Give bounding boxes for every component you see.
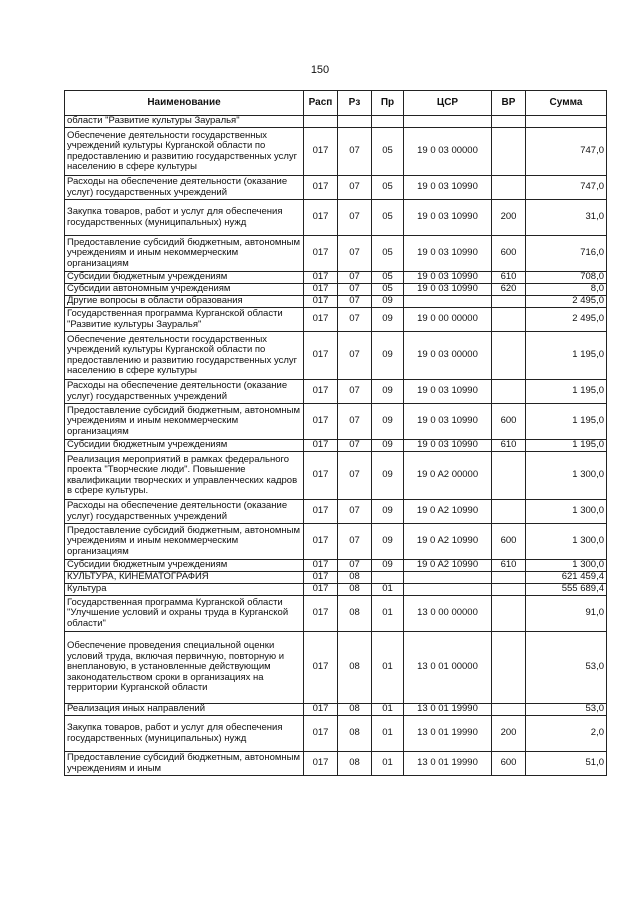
cell-pr: 09 bbox=[372, 440, 404, 452]
cell-vr bbox=[492, 296, 526, 308]
cell-rasp: 017 bbox=[304, 524, 338, 560]
page-number: 150 bbox=[310, 64, 330, 76]
table-row bbox=[65, 176, 607, 200]
cell-pr: 09 bbox=[372, 524, 404, 560]
cell-sum: 708,0 bbox=[526, 272, 607, 284]
table-row bbox=[65, 116, 607, 128]
cell-rz: 08 bbox=[338, 572, 372, 584]
cell-pr: 09 bbox=[372, 404, 404, 440]
cell-csr: 19 0 A2 10990 bbox=[404, 524, 492, 560]
cell-vr bbox=[492, 308, 526, 332]
cell-name: Государственная программа Курганской области "Развитие культуры Зауралья" bbox=[65, 308, 304, 332]
cell-name: Субсидии автономным учреждениям bbox=[65, 284, 304, 296]
cell-name: Культура bbox=[65, 584, 304, 596]
cell-csr bbox=[404, 584, 492, 596]
cell-csr: 13 0 00 00000 bbox=[404, 596, 492, 632]
cell-rasp: 017 bbox=[304, 380, 338, 404]
cell-name: Обеспечение деятельности государственных учреждений культуры Курганской области по предоставлению и развитию государственных услуг населению в сфере культуры bbox=[65, 128, 304, 176]
cell-rz: 07 bbox=[338, 524, 372, 560]
cell-rz: 08 bbox=[338, 704, 372, 716]
cell-name: Расходы на обеспечение деятельности (оказание услуг) государственных учреждений bbox=[65, 380, 304, 404]
cell-sum: 53,0 bbox=[526, 704, 607, 716]
cell-sum: 1 195,0 bbox=[526, 404, 607, 440]
cell-rz: 08 bbox=[338, 716, 372, 752]
cell-name: Обеспечение проведения специальной оценки условий труда, включая первичную, повторную и внеплановую, в установленные действующим законодательством сроки в организациях на территории Курганской области bbox=[65, 632, 304, 704]
cell-pr: 01 bbox=[372, 584, 404, 596]
cell-pr: 09 bbox=[372, 380, 404, 404]
cell-pr: 05 bbox=[372, 200, 404, 236]
cell-csr: 19 0 03 10990 bbox=[404, 440, 492, 452]
cell-csr: 19 0 03 10990 bbox=[404, 176, 492, 200]
table-row bbox=[65, 584, 607, 596]
cell-rz: 07 bbox=[338, 272, 372, 284]
cell-name: Предоставление субсидий бюджетным, автономным учреждениям и иным некоммерческим организациям bbox=[65, 524, 304, 560]
table-body bbox=[65, 116, 607, 776]
cell-rz: 07 bbox=[338, 452, 372, 500]
header-rasp: Расп bbox=[304, 91, 338, 116]
cell-vr: 600 bbox=[492, 524, 526, 560]
cell-sum: 2,0 bbox=[526, 716, 607, 752]
cell-rasp: 017 bbox=[304, 704, 338, 716]
cell-csr: 19 0 03 00000 bbox=[404, 128, 492, 176]
cell-sum: 555 689,4 bbox=[526, 584, 607, 596]
cell-pr: 05 bbox=[372, 272, 404, 284]
cell-csr: 19 0 03 10990 bbox=[404, 272, 492, 284]
header-csr: ЦСР bbox=[404, 91, 492, 116]
table-row bbox=[65, 308, 607, 332]
cell-rz: 08 bbox=[338, 596, 372, 632]
cell-name: Субсидии бюджетным учреждениям bbox=[65, 560, 304, 572]
cell-name: Закупка товаров, работ и услуг для обеспечения государственных (муниципальных) нужд bbox=[65, 716, 304, 752]
cell-sum: 2 495,0 bbox=[526, 308, 607, 332]
cell-rasp: 017 bbox=[304, 128, 338, 176]
cell-vr bbox=[492, 380, 526, 404]
cell-pr: 09 bbox=[372, 560, 404, 572]
cell-name: Предоставление субсидий бюджетным, автономным учреждениям и иным bbox=[65, 752, 304, 776]
table-row bbox=[65, 128, 607, 176]
cell-name: Реализация мероприятий в рамках федерального проекта "Творческие люди". Повышение квалификации творческих и управленческих кадров в сфере культуры. bbox=[65, 452, 304, 500]
cell-vr bbox=[492, 500, 526, 524]
cell-rz: 07 bbox=[338, 332, 372, 380]
cell-sum: 1 195,0 bbox=[526, 380, 607, 404]
cell-name: Закупка товаров, работ и услуг для обеспечения государственных (муниципальных) нужд bbox=[65, 200, 304, 236]
cell-name: Субсидии бюджетным учреждениям bbox=[65, 440, 304, 452]
cell-rasp: 017 bbox=[304, 284, 338, 296]
cell-name: Расходы на обеспечение деятельности (оказание услуг) государственных учреждений bbox=[65, 176, 304, 200]
cell-rz: 07 bbox=[338, 236, 372, 272]
cell-pr: 09 bbox=[372, 452, 404, 500]
cell-csr bbox=[404, 116, 492, 128]
cell-vr bbox=[492, 632, 526, 704]
cell-name: области "Развитие культуры Зауралья" bbox=[65, 116, 304, 128]
cell-rz bbox=[338, 116, 372, 128]
cell-csr: 19 0 03 10990 bbox=[404, 236, 492, 272]
cell-sum: 621 459,4 bbox=[526, 572, 607, 584]
table-row bbox=[65, 296, 607, 308]
cell-vr: 610 bbox=[492, 560, 526, 572]
table-row bbox=[65, 284, 607, 296]
cell-csr bbox=[404, 572, 492, 584]
cell-rz: 07 bbox=[338, 380, 372, 404]
cell-sum: 2 495,0 bbox=[526, 296, 607, 308]
cell-rasp: 017 bbox=[304, 404, 338, 440]
table-row bbox=[65, 560, 607, 572]
cell-rasp: 017 bbox=[304, 632, 338, 704]
cell-pr: 01 bbox=[372, 704, 404, 716]
cell-rasp: 017 bbox=[304, 716, 338, 752]
cell-rz: 07 bbox=[338, 176, 372, 200]
cell-vr: 600 bbox=[492, 236, 526, 272]
cell-pr: 05 bbox=[372, 176, 404, 200]
cell-rz: 08 bbox=[338, 632, 372, 704]
cell-sum: 1 300,0 bbox=[526, 452, 607, 500]
cell-pr: 09 bbox=[372, 296, 404, 308]
cell-rz: 07 bbox=[338, 440, 372, 452]
cell-vr: 600 bbox=[492, 752, 526, 776]
cell-csr: 13 0 01 19990 bbox=[404, 716, 492, 752]
cell-pr: 09 bbox=[372, 500, 404, 524]
cell-vr: 610 bbox=[492, 272, 526, 284]
cell-csr: 19 0 00 00000 bbox=[404, 308, 492, 332]
cell-rasp: 017 bbox=[304, 596, 338, 632]
cell-rz: 07 bbox=[338, 296, 372, 308]
table-row bbox=[65, 524, 607, 560]
cell-name: Другие вопросы в области образования bbox=[65, 296, 304, 308]
cell-pr: 09 bbox=[372, 308, 404, 332]
cell-rasp: 017 bbox=[304, 440, 338, 452]
cell-sum: 747,0 bbox=[526, 128, 607, 176]
table-row bbox=[65, 596, 607, 632]
cell-rasp: 017 bbox=[304, 176, 338, 200]
table-row bbox=[65, 236, 607, 272]
cell-sum: 1 300,0 bbox=[526, 524, 607, 560]
cell-rasp: 017 bbox=[304, 752, 338, 776]
cell-rz: 07 bbox=[338, 500, 372, 524]
cell-sum: 51,0 bbox=[526, 752, 607, 776]
cell-vr: 620 bbox=[492, 284, 526, 296]
cell-sum: 1 300,0 bbox=[526, 500, 607, 524]
cell-rz: 07 bbox=[338, 200, 372, 236]
header-rz: Рз bbox=[338, 91, 372, 116]
cell-vr bbox=[492, 332, 526, 380]
cell-rasp: 017 bbox=[304, 200, 338, 236]
cell-rasp: 017 bbox=[304, 236, 338, 272]
cell-vr: 610 bbox=[492, 440, 526, 452]
table-row bbox=[65, 632, 607, 704]
cell-vr: 200 bbox=[492, 716, 526, 752]
budget-table bbox=[64, 90, 607, 776]
cell-vr bbox=[492, 572, 526, 584]
header-name: Наименование bbox=[65, 91, 304, 116]
cell-name: Субсидии бюджетным учреждениям bbox=[65, 272, 304, 284]
cell-pr: 05 bbox=[372, 284, 404, 296]
cell-pr: 01 bbox=[372, 752, 404, 776]
cell-vr bbox=[492, 452, 526, 500]
table-row bbox=[65, 200, 607, 236]
table-row bbox=[65, 440, 607, 452]
cell-sum: 1 195,0 bbox=[526, 332, 607, 380]
cell-name: Обеспечение деятельности государственных учреждений культуры Курганской области по предоставлению и развитию государственных услуг населению в сфере культуры bbox=[65, 332, 304, 380]
cell-sum: 53,0 bbox=[526, 632, 607, 704]
cell-rz: 07 bbox=[338, 404, 372, 440]
cell-sum: 31,0 bbox=[526, 200, 607, 236]
cell-name: Расходы на обеспечение деятельности (оказание услуг) государственных учреждений bbox=[65, 500, 304, 524]
cell-name: Предоставление субсидий бюджетным, автономным учреждениям и иным некоммерческим организациям bbox=[65, 404, 304, 440]
cell-rasp: 017 bbox=[304, 332, 338, 380]
cell-csr: 13 0 01 19990 bbox=[404, 752, 492, 776]
cell-pr: 09 bbox=[372, 332, 404, 380]
cell-sum: 1 300,0 bbox=[526, 560, 607, 572]
cell-vr bbox=[492, 704, 526, 716]
cell-csr: 19 0 03 10990 bbox=[404, 404, 492, 440]
cell-pr: 05 bbox=[372, 236, 404, 272]
cell-name: Реализация иных направлений bbox=[65, 704, 304, 716]
cell-rz: 08 bbox=[338, 752, 372, 776]
cell-csr: 19 0 03 10990 bbox=[404, 200, 492, 236]
cell-csr: 19 0 03 00000 bbox=[404, 332, 492, 380]
cell-csr: 19 0 03 10990 bbox=[404, 380, 492, 404]
cell-csr: 13 0 01 00000 bbox=[404, 632, 492, 704]
cell-rasp: 017 bbox=[304, 560, 338, 572]
cell-vr bbox=[492, 116, 526, 128]
cell-rasp: 017 bbox=[304, 500, 338, 524]
table-row bbox=[65, 716, 607, 752]
cell-rasp: 017 bbox=[304, 308, 338, 332]
table-row bbox=[65, 272, 607, 284]
cell-name: КУЛЬТУРА, КИНЕМАТОГРАФИЯ bbox=[65, 572, 304, 584]
table-row bbox=[65, 752, 607, 776]
cell-rz: 07 bbox=[338, 128, 372, 176]
cell-name: Предоставление субсидий бюджетным, автономным учреждениям и иным некоммерческим организациям bbox=[65, 236, 304, 272]
cell-sum bbox=[526, 116, 607, 128]
header-sum: Сумма bbox=[526, 91, 607, 116]
cell-csr: 19 0 03 10990 bbox=[404, 284, 492, 296]
cell-csr: 19 0 A2 10990 bbox=[404, 560, 492, 572]
cell-csr: 19 0 A2 10990 bbox=[404, 500, 492, 524]
cell-sum: 8,0 bbox=[526, 284, 607, 296]
cell-sum: 91,0 bbox=[526, 596, 607, 632]
cell-vr: 200 bbox=[492, 200, 526, 236]
cell-rasp: 017 bbox=[304, 296, 338, 308]
cell-sum: 747,0 bbox=[526, 176, 607, 200]
cell-rasp: 017 bbox=[304, 572, 338, 584]
cell-csr: 13 0 01 19990 bbox=[404, 704, 492, 716]
table-row bbox=[65, 332, 607, 380]
cell-rz: 07 bbox=[338, 308, 372, 332]
table-row bbox=[65, 500, 607, 524]
table-row bbox=[65, 380, 607, 404]
table-header-row bbox=[65, 91, 607, 116]
cell-rasp: 017 bbox=[304, 584, 338, 596]
cell-vr bbox=[492, 596, 526, 632]
cell-rasp: 017 bbox=[304, 452, 338, 500]
cell-pr: 01 bbox=[372, 716, 404, 752]
cell-rz: 07 bbox=[338, 284, 372, 296]
cell-rz: 07 bbox=[338, 560, 372, 572]
cell-csr: 19 0 A2 00000 bbox=[404, 452, 492, 500]
cell-pr bbox=[372, 572, 404, 584]
cell-vr bbox=[492, 176, 526, 200]
table-row bbox=[65, 572, 607, 584]
header-pr: Пр bbox=[372, 91, 404, 116]
header-vr: ВР bbox=[492, 91, 526, 116]
cell-vr bbox=[492, 128, 526, 176]
table-row bbox=[65, 404, 607, 440]
cell-pr: 01 bbox=[372, 632, 404, 704]
cell-sum: 716,0 bbox=[526, 236, 607, 272]
cell-rasp: 017 bbox=[304, 272, 338, 284]
table-row bbox=[65, 452, 607, 500]
cell-name: Государственная программа Курганской области "Улучшение условий и охраны труда в Курганской области" bbox=[65, 596, 304, 632]
cell-sum: 1 195,0 bbox=[526, 440, 607, 452]
cell-pr: 01 bbox=[372, 596, 404, 632]
table-row bbox=[65, 704, 607, 716]
cell-pr: 05 bbox=[372, 128, 404, 176]
cell-pr bbox=[372, 116, 404, 128]
cell-rasp bbox=[304, 116, 338, 128]
cell-vr bbox=[492, 584, 526, 596]
cell-rz: 08 bbox=[338, 584, 372, 596]
cell-vr: 600 bbox=[492, 404, 526, 440]
cell-csr bbox=[404, 296, 492, 308]
